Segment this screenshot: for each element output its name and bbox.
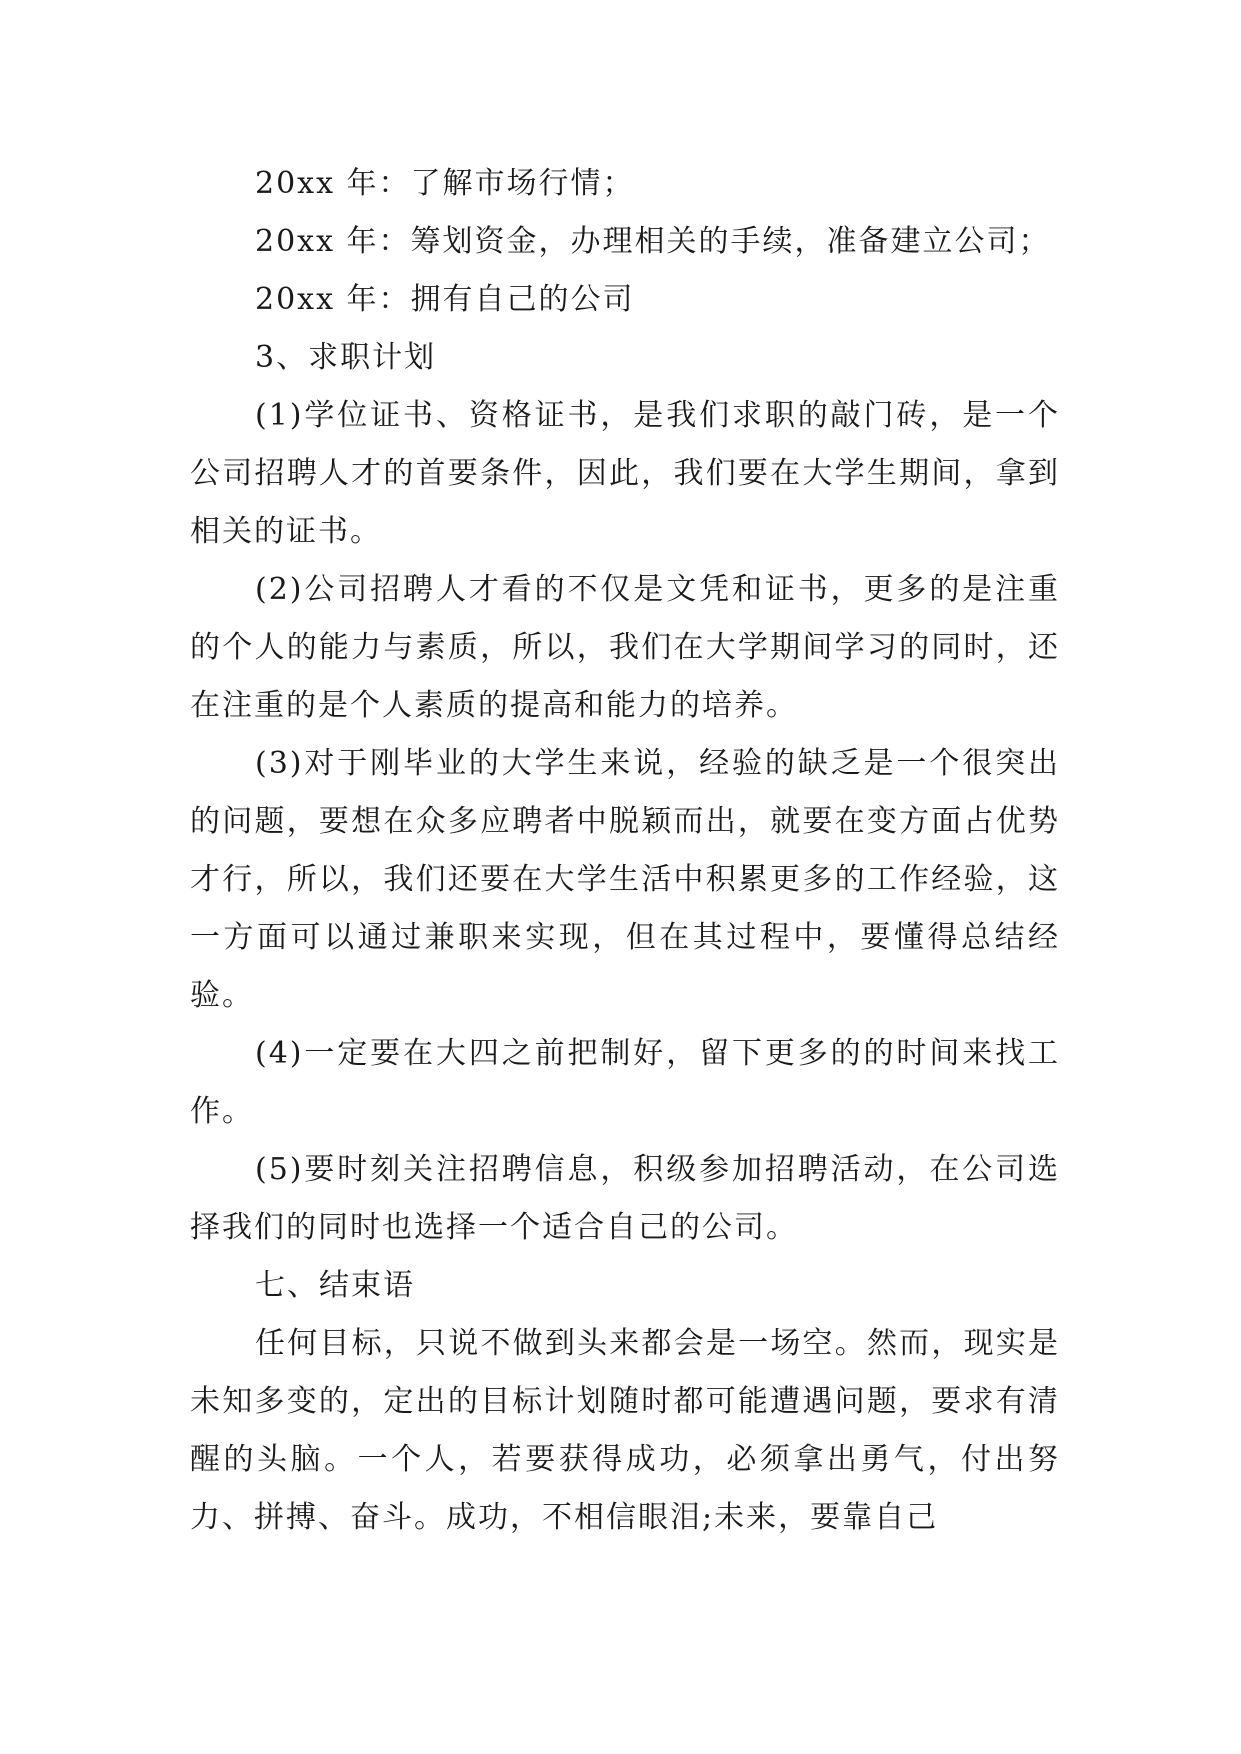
plan-year-2: 20xx 年：筹划资金，办理相关的手续，准备建立公司；: [255, 224, 1051, 259]
plan-year-1: 20xx 年：了解市场行情；: [255, 166, 635, 201]
job-plan-item-3: (3)对于刚毕业的大学生来说，经验的缺乏是一个很突出的问题，要想在众多应聘者中脱颖而出，就要在变方面占优势才行，所以，我们还要在大学生活中积累更多的工作经验，这一方面可以通过兼职来实现，但在其过程中，要懂得总结经验。: [190, 746, 1060, 1013]
document-body: [190, 155, 1060, 1547]
job-plan-item-2: (2)公司招聘人才看的不仅是文凭和证书，更多的是注重的个人的能力与素质，所以，我们在大学期间学习的同时，还在注重的是个人素质的提高和能力的培养。: [190, 572, 1060, 723]
section-heading-job-plan: 3、求职计划: [255, 340, 437, 375]
section-heading-conclusion: 七、结束语: [255, 1268, 415, 1303]
job-plan-item-1: (1)学位证书、资格证书，是我们求职的敲门砖，是一个公司招聘人才的首要条件，因此，我们要在大学生期间，拿到相关的证书。: [190, 398, 1060, 549]
plan-year-3: 20xx 年：拥有自己的公司: [255, 282, 635, 317]
job-plan-item-4: (4)一定要在大四之前把制好，留下更多的的时间来找工作。: [190, 1036, 1060, 1129]
conclusion-paragraph: 任何目标，只说不做到头来都会是一场空。然而，现实是未知多变的，定出的目标计划随时都可能遭遇问题，要求有清醒的头脑。一个人，若要获得成功，必须拿出勇气，付出努力、拼搏、奋斗。成功，不相信眼泪;未来，要靠自己: [190, 1326, 1060, 1535]
job-plan-item-5: (5)要时刻关注招聘信息，积级参加招聘活动，在公司选择我们的同时也选择一个适合自己的公司。: [190, 1152, 1060, 1245]
